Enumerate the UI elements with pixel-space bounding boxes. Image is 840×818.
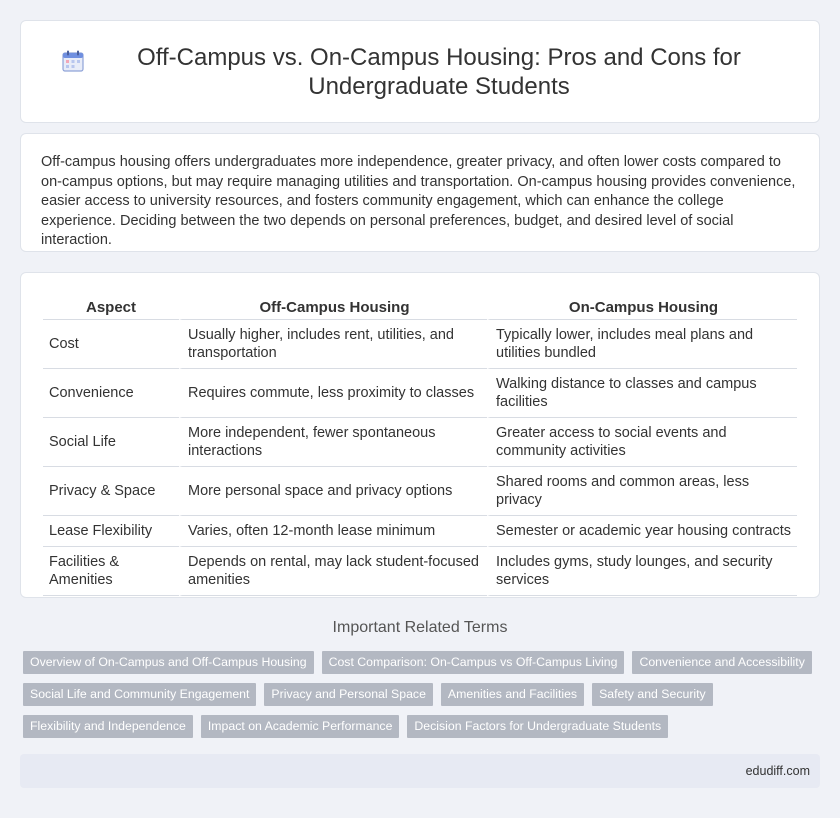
related-tag[interactable]: Privacy and Personal Space [264,683,432,706]
header-on-campus: On-Campus Housing [487,293,797,320]
footer [20,754,820,788]
related-tag[interactable]: Social Life and Community Engagement [23,683,256,706]
cell-aspect: Facilities & Amenities [43,547,179,596]
table-row [43,369,797,418]
cell-aspect: Cost [43,320,179,369]
cell-off-campus: More personal space and privacy options [179,467,487,516]
related-tag[interactable]: Convenience and Accessibility [632,651,811,674]
related-tag[interactable]: Safety and Security [592,683,713,706]
related-tag[interactable]: Amenities and Facilities [441,683,584,706]
cell-on-campus: Walking distance to classes and campus facilities [487,369,797,418]
header-off-campus: Off-Campus Housing [179,293,487,320]
related-tag[interactable]: Decision Factors for Undergraduate Students [407,715,668,738]
table-row [43,320,797,369]
table-row [43,467,797,516]
related-tag[interactable]: Flexibility and Independence [23,715,193,738]
table-row [43,418,797,467]
cell-aspect: Social Life [43,418,179,467]
cell-on-campus: Shared rooms and common areas, less privacy [487,467,797,516]
cell-off-campus: Varies, often 12-month lease minimum [179,516,487,547]
footer-site-link[interactable]: edudiff.com [745,764,810,778]
page-title: Off-Campus vs. On-Campus Housing: Pros and Cons for Undergraduate Students [137,43,741,100]
table-row [43,547,797,596]
related-tag[interactable]: Impact on Academic Performance [201,715,400,738]
related-terms-tags [23,651,823,738]
cell-aspect: Privacy & Space [43,467,179,516]
title-wrap [21,43,819,101]
cell-aspect: Lease Flexibility [43,516,179,547]
cell-on-campus: Typically lower, includes meal plans and utilities bundled [487,320,797,369]
intro-paragraph: Off-campus housing offers undergraduates more independence, greater privacy, and often lower costs compared to on-campus options, but may require managing utilities and transportation. On-campus housing provides convenience, easier access to university resources, and fosters community engagement, which can enhance the college experience. Deciding between the two depends on personal preferences, budget, and desired level of social interaction. [41,154,796,248]
header-aspect: Aspect [43,293,179,320]
related-tag[interactable]: Cost Comparison: On-Campus vs Off-Campus Living [322,651,625,674]
calendar-icon [61,49,85,73]
cell-on-campus: Includes gyms, study lounges, and security services [487,547,797,596]
cell-off-campus: Requires commute, less proximity to classes [179,369,487,418]
comparison-table-card [20,272,820,598]
cell-off-campus: Depends on rental, may lack student-focused amenities [179,547,487,596]
cell-on-campus: Semester or academic year housing contracts [487,516,797,547]
title-card [20,20,820,123]
cell-off-campus: Usually higher, includes rent, utilities, and transportation [179,320,487,369]
table-header-row [43,293,797,320]
cell-off-campus: More independent, fewer spontaneous interactions [179,418,487,467]
related-terms-title: Important Related Terms [332,619,508,636]
table-row [43,516,797,547]
cell-aspect: Convenience [43,369,179,418]
intro-card [20,133,820,252]
related-tag[interactable]: Overview of On-Campus and Off-Campus Housing [23,651,314,674]
comparison-table [43,293,797,596]
cell-on-campus: Greater access to social events and community activities [487,418,797,467]
